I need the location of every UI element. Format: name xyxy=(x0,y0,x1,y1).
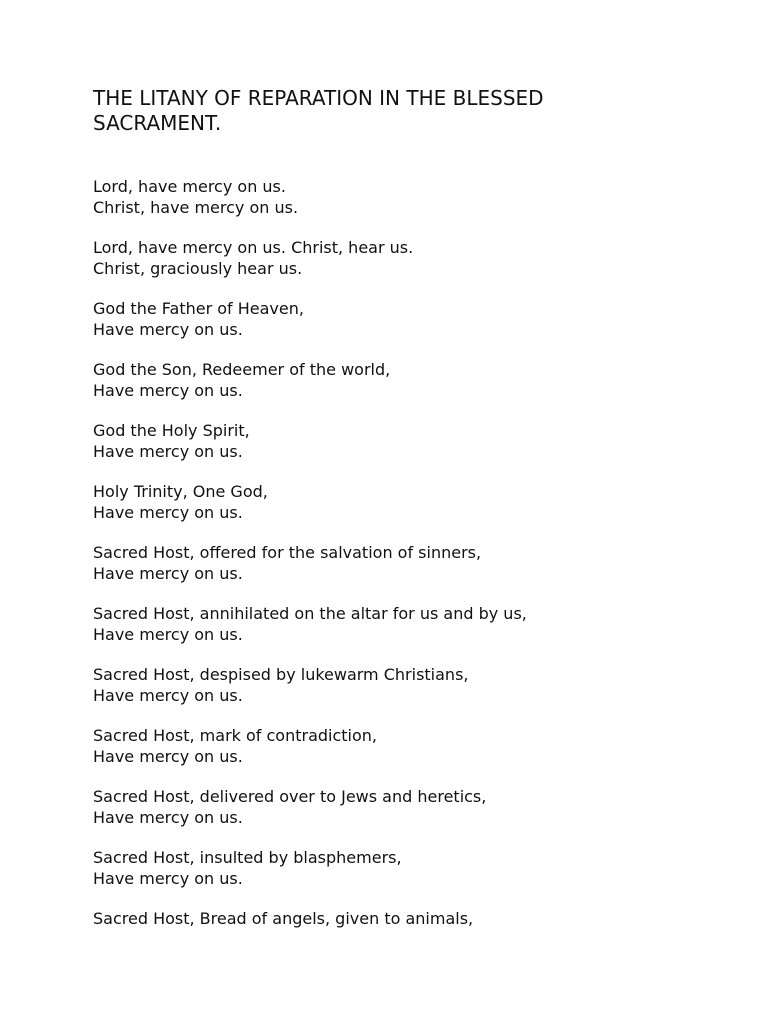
litany-line: Lord, have mercy on us. xyxy=(93,177,286,196)
litany-line: Sacred Host, offered for the salvation of sinners, xyxy=(93,543,482,562)
litany-stanza xyxy=(93,482,713,523)
litany-line: Sacred Host, despised by lukewarm Christians, xyxy=(93,665,469,684)
litany-response: Have mercy on us. xyxy=(93,563,243,583)
litany-line: Lord, have mercy on us. Christ, hear us. xyxy=(93,238,414,257)
document-page xyxy=(93,86,713,950)
litany-stanza xyxy=(93,299,713,340)
litany-response: Have mercy on us. xyxy=(93,502,243,522)
litany-stanza xyxy=(93,421,713,462)
litany-stanza xyxy=(93,238,713,279)
litany-line: God the Son, Redeemer of the world, xyxy=(93,360,391,379)
litany-line: Christ, graciously hear us. xyxy=(93,258,303,278)
litany-line: God the Holy Spirit, xyxy=(93,421,250,440)
litany-line: Sacred Host, Bread of angels, given to animals, xyxy=(93,909,474,928)
litany-stanza xyxy=(93,787,713,828)
litany-stanza xyxy=(93,726,713,767)
litany-stanza xyxy=(93,848,713,889)
document-title: THE LITANY OF REPARATION IN THE BLESSED SACRAMENT. xyxy=(93,86,544,135)
litany-line: Sacred Host, annihilated on the altar for us and by us, xyxy=(93,604,527,623)
litany-response: Have mercy on us. xyxy=(93,441,243,461)
litany-response: Have mercy on us. xyxy=(93,624,243,644)
litany-stanza xyxy=(93,177,713,218)
litany-response: Have mercy on us. xyxy=(93,380,243,400)
litany-line: Sacred Host, delivered over to Jews and heretics, xyxy=(93,787,487,806)
litany-line: Sacred Host, mark of contradiction, xyxy=(93,726,378,745)
litany-line: Christ, have mercy on us. xyxy=(93,197,299,217)
litany-stanza xyxy=(93,604,713,645)
litany-line: Holy Trinity, One God, xyxy=(93,482,268,501)
litany-line: Sacred Host, insulted by blasphemers, xyxy=(93,848,402,867)
litany-stanza xyxy=(93,360,713,401)
litany-response: Have mercy on us. xyxy=(93,868,243,888)
litany-response: Have mercy on us. xyxy=(93,746,243,766)
litany-response: Have mercy on us. xyxy=(93,807,243,827)
litany-stanza xyxy=(93,909,713,930)
litany-response: Have mercy on us. xyxy=(93,685,243,705)
litany-line: God the Father of Heaven, xyxy=(93,299,304,318)
litany-stanza xyxy=(93,665,713,706)
litany-stanza xyxy=(93,543,713,584)
litany-response: Have mercy on us. xyxy=(93,319,243,339)
